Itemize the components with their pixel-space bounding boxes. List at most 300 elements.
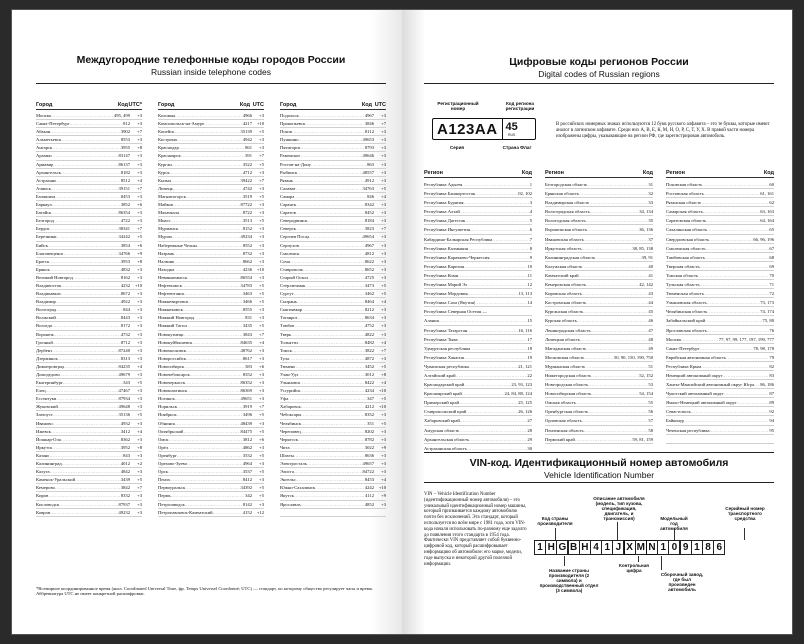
city-code: 86352 (240, 380, 252, 386)
table-row (545, 362, 653, 371)
table-row (280, 193, 386, 201)
region-name: Республика Калмыкия (424, 245, 468, 251)
city-code: 8412 (242, 477, 252, 483)
city-name: Уфа (280, 396, 289, 402)
table-row (36, 161, 142, 169)
city-utc: +3 (259, 396, 264, 402)
city-utc: +3 (259, 185, 264, 191)
table-row (36, 468, 142, 476)
region-name: Владимирская область (545, 200, 590, 206)
table-row (280, 403, 386, 411)
city-utc: +4 (381, 193, 386, 199)
region-name: Волгоградская область (545, 209, 590, 215)
city-utc: +4 (137, 177, 142, 183)
table-row (666, 371, 774, 380)
region-name: Республика Адыгея (424, 182, 463, 187)
table-row (666, 426, 774, 435)
region-name: Тюменская область (666, 291, 704, 297)
region-name: Калининградская область (545, 254, 596, 260)
city-name: Шахты (280, 452, 294, 458)
city-code: 4012 (120, 461, 130, 467)
city-name: Санкт-Петербург (36, 121, 70, 127)
city-utc: +3 (259, 477, 264, 483)
city-utc: +5 (259, 469, 264, 475)
region-code: 29 (527, 436, 532, 442)
region-name: Новосибирская область (545, 391, 592, 397)
city-utc: +7 (137, 129, 142, 135)
region-name: Архангельская область (424, 436, 470, 442)
left-subtitle: Russian inside telephone codes (150, 67, 272, 77)
city-utc: +5 (259, 161, 264, 167)
region-code: 64, 164 (760, 218, 774, 224)
city-utc: +3 (137, 404, 142, 410)
city-utc: +4 (381, 299, 386, 305)
city-name: Оренбург (158, 452, 177, 458)
table-row (280, 258, 386, 266)
city-utc: +5 (259, 218, 264, 224)
city-code: 87240 (118, 347, 130, 353)
table-row (36, 233, 142, 241)
city-code: 3496 (242, 412, 252, 418)
table-row (36, 379, 142, 387)
city-name: Новочеркасск (158, 380, 186, 386)
city-utc: +3 (137, 193, 142, 199)
table-row (666, 353, 774, 362)
header-city: Город (158, 102, 175, 108)
region-name: Смоленская область (666, 245, 706, 251)
city-name: Октябрьский (158, 428, 184, 434)
city-utc: +3 (381, 323, 386, 329)
table-row (545, 380, 653, 389)
city-utc: +5 (137, 412, 142, 418)
table-row (36, 250, 142, 258)
region-code: 46 (648, 318, 653, 324)
city-utc: +3 (259, 145, 264, 151)
city-utc: +4 (381, 380, 386, 386)
city-name: Первоуральск (158, 485, 186, 491)
vin-char: G (556, 540, 568, 555)
city-name: Новошахтинск (158, 388, 188, 394)
city-code: 8652 (364, 266, 374, 272)
region-code: 69 (769, 263, 774, 269)
region-name: Челябинская область (666, 309, 708, 315)
table-row (36, 339, 142, 347)
region-name: Ставропольский край (424, 409, 467, 415)
table-row (158, 403, 264, 411)
city-utc: +3 (259, 380, 264, 386)
city-name: Коломна (158, 113, 175, 118)
phone-codes-table (36, 102, 386, 517)
region-name: Приморский край (424, 400, 459, 406)
city-utc: +3 (381, 501, 386, 507)
table-row (158, 322, 264, 330)
city-code: 3519 (242, 193, 252, 199)
region-code: 1 (529, 182, 532, 187)
table-row (36, 322, 142, 330)
plate-label-region: Код региона регистрации (505, 101, 535, 111)
vin-label-year: Модельный год автомобиля (660, 516, 688, 531)
region-code: 94 (769, 418, 774, 424)
table-row (158, 371, 264, 379)
region-code: 50, 90, 150, 190, 750 (613, 354, 653, 360)
city-code: 87722 (240, 202, 252, 208)
city-utc: +5 (259, 485, 264, 491)
table-row (158, 436, 264, 444)
city-utc: +5 (259, 493, 264, 499)
table-row (36, 193, 142, 201)
city-utc: +3 (137, 331, 142, 337)
city-name: Братск (36, 258, 50, 264)
city-code: 84475 (240, 428, 252, 434)
city-utc: +10 (378, 485, 386, 491)
phone-column-header (36, 102, 142, 110)
table-row (280, 509, 386, 517)
vin-char: 1 (534, 540, 546, 555)
city-name: Набережные Челны (158, 242, 197, 248)
region-column-2 (545, 170, 653, 453)
table-row (424, 225, 532, 234)
plate-label-series: Серия (449, 145, 465, 150)
region-name: Республика Бурятия (424, 200, 464, 206)
right-title-rule (424, 83, 774, 84)
table-row (424, 362, 532, 371)
table-row (158, 355, 264, 363)
region-name: Брянская область (545, 191, 579, 197)
city-code: 3473 (364, 282, 374, 288)
region-code: 38, 85, 138 (632, 245, 653, 251)
city-utc: +3 (381, 436, 386, 442)
city-utc: +3 (137, 396, 142, 402)
region-code: 8 (529, 245, 532, 251)
vin-label-check: Контрольная цифра (619, 563, 649, 573)
table-row (158, 428, 264, 436)
city-name: Кызыл (158, 177, 172, 183)
city-code: 4812 (364, 250, 374, 256)
vin-char: N (646, 540, 658, 555)
city-name: Копейск (158, 129, 175, 135)
city-name: Иваново (36, 420, 53, 426)
table-row (158, 209, 264, 217)
region-name: Курганская область (545, 309, 584, 315)
region-name: Удмуртская республика (424, 345, 471, 351)
city-name: Невинномысск (158, 274, 188, 280)
table-row (666, 271, 774, 280)
region-code: 59, 81, 159 (632, 436, 653, 442)
table-row (280, 484, 386, 492)
city-code: 8662 (242, 258, 252, 264)
city-code: 86354 (118, 210, 130, 216)
region-name: Самарская область (666, 209, 703, 215)
region-code: 14 (527, 300, 532, 306)
table-row (158, 468, 264, 476)
city-code: 48439 (240, 420, 252, 426)
table-row (158, 282, 264, 290)
city-utc: +5 (381, 282, 386, 288)
city-utc: +3 (259, 274, 264, 280)
city-code: 8636 (364, 452, 374, 458)
table-row (36, 136, 142, 144)
city-code: 84235 (118, 363, 130, 369)
city-name: Киров (36, 493, 49, 499)
city-utc: +3 (137, 153, 142, 159)
city-name: Великий Новгород (36, 274, 73, 280)
table-row (36, 314, 142, 322)
left-title: Междугородние телефонные коды городов России (76, 54, 346, 66)
header-code: Код (239, 102, 250, 108)
city-name: Казань (36, 452, 50, 458)
city-utc: +3 (381, 266, 386, 272)
city-utc: +3 (381, 161, 386, 167)
region-code: 45 (648, 309, 653, 315)
license-plate (432, 118, 536, 140)
city-code: 4732 (120, 331, 130, 337)
city-code: 846 (367, 193, 374, 199)
utc-footnote: *Всемирное координированное время (англ. Coordinated Universal Time, фр. Temps Universel Coordonné; UTC) — стандарт, по которому общество регулирует часы и время. Аббревиатура UTC не имеет конкретной расшифровки. (36, 586, 373, 597)
city-utc: +3 (381, 461, 386, 467)
table-row (424, 398, 532, 407)
city-name: Абакан (36, 129, 51, 135)
table-row (280, 428, 386, 436)
city-name: Нальчик (158, 258, 175, 264)
table-row (424, 316, 532, 325)
table-row (36, 403, 142, 411)
table-row (666, 398, 774, 407)
header-code: Код (521, 170, 532, 176)
table-row (36, 476, 142, 484)
table-row (280, 387, 386, 395)
region-name: Тамбовская область (666, 254, 705, 260)
region-code: 47 (648, 327, 653, 333)
city-name: Нефтеюганск (158, 291, 185, 297)
city-name: Сочи (280, 258, 291, 264)
city-name: Новосибирск (158, 363, 185, 369)
city-utc: +3 (381, 218, 386, 224)
city-name: Грозный (36, 339, 53, 345)
city-name: Калуга (36, 469, 50, 475)
region-code: 18 (527, 345, 532, 351)
city-name: Раменское (280, 153, 301, 159)
city-utc: +9 (381, 493, 386, 499)
city-name: Омск (158, 436, 169, 442)
region-name: Алтайский край (424, 372, 456, 378)
city-code: 4242 (364, 485, 374, 491)
region-code: 57 (648, 418, 653, 424)
region-name: Ивановская область (545, 236, 584, 242)
city-name: Череповец (280, 428, 301, 434)
region-name: Нижегородская область (545, 372, 592, 378)
city-name: Таганрог (280, 315, 298, 321)
table-row (158, 298, 264, 306)
table-row (424, 235, 532, 244)
vin-description: VIN – Vehicle Identification Number (идентификационный номер автомобиля) – это уникальный идентификационный номер машины, который присваивается каждому автомобилю почти без исключений. Эта стандарт, который используется во всём мире с 1981 года, хотя VIN-кода начали использовать по-разному еще задолго до появления этого стандарта в 1954 года. Фактически VIN представляет собой буквенно-цифровой код, который расшифровывает информацию об автомобиле: его марке, модели, годе выпуска и некоторой другой полезной информации. (424, 492, 527, 567)
region-name: Республика Тыва (424, 336, 458, 342)
table-row (666, 407, 774, 416)
table-row (545, 289, 653, 298)
region-code: 60 (769, 182, 774, 187)
table-row (424, 389, 532, 398)
header-utc: UTC (252, 102, 264, 108)
region-code: 61, 161 (760, 191, 774, 197)
region-name: Псковская область (666, 182, 703, 187)
city-code: 83147 (118, 153, 130, 159)
region-name: Республика Карелия (424, 263, 464, 269)
table-row (36, 128, 142, 136)
city-code: 8722 (242, 210, 252, 216)
city-utc: +3 (381, 428, 386, 434)
city-code: 4862 (242, 444, 252, 450)
table-row (280, 169, 386, 177)
city-name: Норильск (158, 404, 178, 410)
city-utc: +10 (256, 121, 264, 127)
region-code: 15 (527, 318, 532, 324)
city-name: Кострома (158, 137, 177, 143)
region-name: Чукотский автономный округ (666, 391, 724, 397)
vin-char: 1 (691, 540, 703, 555)
table-row (158, 112, 264, 120)
table-row (666, 216, 774, 225)
table-row (36, 120, 142, 128)
vin-char: 8 (702, 540, 714, 555)
city-utc: +3 (381, 355, 386, 361)
region-code: 92 (769, 409, 774, 415)
city-utc: +3 (381, 137, 386, 143)
city-name: Северск (280, 226, 296, 232)
city-name: Сыктывкар (280, 307, 303, 313)
city-name: Подольск (280, 113, 299, 118)
region-code: 68 (769, 254, 774, 260)
table-row (158, 242, 264, 250)
city-name: Волгоград (36, 307, 57, 313)
city-name: Владивосток (36, 282, 62, 288)
city-utc: +3 (381, 145, 386, 151)
city-utc: +3 (259, 242, 264, 248)
city-utc: +3 (137, 493, 142, 499)
city-name: Бердск (36, 226, 50, 232)
city-name: Мурманск (158, 226, 179, 232)
city-code: 8342 (364, 202, 374, 208)
table-row (545, 435, 653, 444)
region-name: Воронежская область (545, 227, 588, 233)
city-code: 3812 (242, 436, 252, 442)
city-code: 3412 (120, 428, 130, 434)
city-code: 4725 (364, 274, 374, 280)
region-code: 42, 142 (639, 282, 653, 288)
region-code: 55 (648, 400, 653, 406)
vin-char: J (612, 540, 624, 555)
city-code: 38341 (118, 226, 130, 232)
table-row (36, 436, 142, 444)
vin-char: 9 (680, 540, 692, 555)
city-code: 8202 (364, 428, 374, 434)
city-code: 3952 (120, 444, 130, 450)
table-row (280, 152, 386, 160)
city-utc: +3 (137, 210, 142, 216)
table-row (280, 395, 386, 403)
city-utc: +7 (137, 185, 142, 191)
region-name: Ленинградская область (545, 327, 591, 333)
table-row (280, 282, 386, 290)
city-code: 39151 (118, 185, 130, 191)
vin-tick-2 (617, 522, 618, 540)
city-utc: +3 (137, 509, 142, 515)
city-name: Арзамас (36, 153, 53, 159)
city-name: Псков (280, 129, 292, 135)
city-utc: +7 (259, 331, 264, 337)
city-utc: +3 (137, 436, 142, 442)
city-code: 4112 (364, 493, 374, 499)
city-utc: +4 (259, 339, 264, 345)
table-row (280, 136, 386, 144)
region-code: 65 (769, 227, 774, 233)
city-name: Астрахань (36, 177, 57, 183)
table-row (280, 274, 386, 282)
city-code: 34766 (118, 250, 130, 256)
region-code: 27 (527, 418, 532, 424)
table-row (666, 335, 774, 344)
city-name: Северодвинск (280, 218, 308, 224)
city-name: Орёл (158, 444, 168, 450)
table-row (158, 339, 264, 347)
city-code: 3462 (364, 291, 374, 297)
city-name: Белгород (36, 218, 54, 224)
city-code: 8512 (120, 177, 130, 183)
table-row (280, 298, 386, 306)
table-row (424, 244, 532, 253)
city-code: 4942 (242, 137, 252, 143)
city-utc: +3 (381, 169, 386, 175)
phone-column-header (158, 102, 264, 110)
city-utc: +3 (381, 210, 386, 216)
table-row (424, 280, 532, 289)
table-row (545, 225, 653, 234)
city-utc: +5 (259, 428, 264, 434)
city-code: 8464 (364, 299, 374, 305)
city-code: 861 (245, 145, 252, 151)
city-code: 391 (245, 153, 252, 159)
table-row (36, 347, 142, 355)
region-name: Республика Ингушетия (424, 227, 470, 233)
region-code: 17 (527, 336, 532, 342)
table-row (36, 274, 142, 282)
region-code: 53 (648, 382, 653, 388)
book-spread (12, 10, 792, 634)
vin-subtitle: Vehicle Identification Number (543, 470, 655, 480)
table-row (666, 326, 774, 335)
city-name: Черкесск (280, 436, 298, 442)
region-code: 5 (529, 218, 532, 224)
city-utc: +5 (381, 363, 386, 369)
city-name: Елец (36, 388, 46, 394)
header-region: Регион (424, 170, 443, 176)
table-row (545, 353, 653, 362)
city-code: 8617 (242, 355, 252, 361)
table-row (158, 169, 264, 177)
table-row (545, 426, 653, 435)
city-name: Волжский (36, 315, 56, 321)
region-column-header (424, 170, 532, 178)
city-name: Орск (158, 469, 168, 475)
city-name: Салават (280, 185, 296, 191)
city-utc: +3 (137, 315, 142, 321)
region-name: Омская область (545, 400, 576, 406)
table-row (158, 266, 264, 274)
vin-char: 0 (668, 540, 680, 555)
city-name: Пятигорск (280, 145, 301, 151)
table-row (158, 161, 264, 169)
table-row (424, 253, 532, 262)
city-code: 3463 (242, 291, 252, 297)
city-utc: +7 (259, 177, 264, 183)
